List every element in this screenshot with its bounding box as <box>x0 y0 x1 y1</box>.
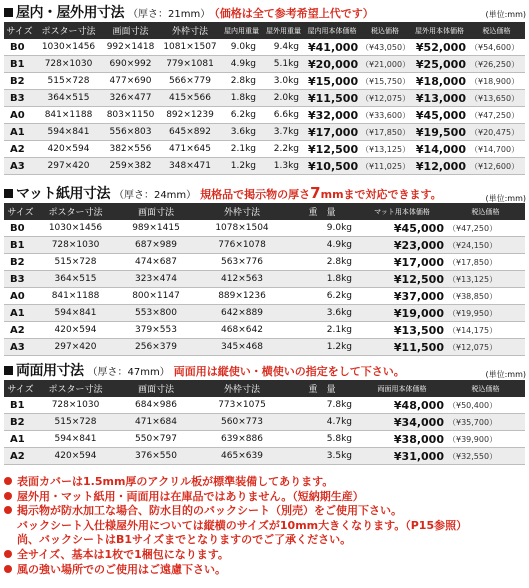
indoor-weight-cell: 1.2kg <box>221 158 262 175</box>
indoor-tax-price-cell: （¥12,075） <box>359 90 411 107</box>
indoor-tax-price-cell: （¥15,750） <box>359 73 411 90</box>
table-row <box>4 141 525 158</box>
screen-size-cell: 992×1418 <box>102 39 159 56</box>
size-cell: B2 <box>4 414 37 431</box>
screen-size-cell: 471×684 <box>114 414 198 431</box>
frame-size-cell: 566×779 <box>159 73 221 90</box>
bullet-icon <box>4 492 12 500</box>
weight-cell: 2.1kg <box>286 322 358 339</box>
note-item: 全サイズ、基本は1枚で1梱包になります。 <box>4 548 525 563</box>
table-row <box>4 322 525 339</box>
price-cell: ¥37,000 <box>358 288 446 305</box>
frame-size-cell: 776×1078 <box>198 237 286 254</box>
screen-size-cell: 376×550 <box>114 448 198 465</box>
weight-cell: 1.8kg <box>286 271 358 288</box>
outdoor-price-cell: ¥14,000 <box>411 141 468 158</box>
unit-label: (単位:mm) <box>485 370 526 379</box>
screen-size-cell: 326×477 <box>102 90 159 107</box>
size-cell: A2 <box>4 141 35 158</box>
col-header: ポスター寸法 <box>37 380 114 397</box>
poster-size-cell: 515×728 <box>35 73 102 90</box>
screen-size-cell: 803×1150 <box>102 107 159 124</box>
frame-size-cell: 348×471 <box>159 158 221 175</box>
table-row <box>4 254 525 271</box>
frame-size-cell: 773×1075 <box>198 397 286 414</box>
col-header: マット用本体価格 <box>358 203 446 220</box>
size-cell: A1 <box>4 431 37 448</box>
tax-price-cell: （¥38,850） <box>446 288 525 305</box>
outdoor-price-cell: ¥12,000 <box>411 158 468 175</box>
tax-price-cell: （¥12,075） <box>446 339 525 356</box>
outdoor-price-cell: ¥13,000 <box>411 90 468 107</box>
tax-price-cell: （¥50,400） <box>446 397 525 414</box>
col-header: 税込価格 <box>468 22 525 39</box>
indoor-price-cell: ¥20,000 <box>305 56 359 73</box>
price-cell: ¥45,000 <box>358 220 446 237</box>
outdoor-size-table <box>4 22 525 175</box>
frame-size-cell: 345×468 <box>198 339 286 356</box>
frame-size-cell: 642×889 <box>198 305 286 322</box>
frame-size-cell: 468×642 <box>198 322 286 339</box>
size-cell: B3 <box>4 271 37 288</box>
bullet-icon <box>4 550 12 558</box>
table-row <box>4 220 525 237</box>
outdoor-price-cell: ¥25,000 <box>411 56 468 73</box>
poster-size-cell: 297×420 <box>37 339 114 356</box>
size-cell: B1 <box>4 56 35 73</box>
section-thickness: （厚さ：24mm） <box>113 190 197 201</box>
size-cell: A1 <box>4 124 35 141</box>
poster-size-cell: 594×841 <box>35 124 102 141</box>
outdoor-weight-cell: 1.3kg <box>262 158 305 175</box>
size-cell: B2 <box>4 73 35 90</box>
size-cell: A1 <box>4 305 37 322</box>
indoor-weight-cell: 9.0kg <box>221 39 262 56</box>
price-cell: ¥12,500 <box>358 271 446 288</box>
poster-size-cell: 515×728 <box>37 414 114 431</box>
indoor-weight-cell: 2.1kg <box>221 141 262 158</box>
poster-size-cell: 364×515 <box>35 90 102 107</box>
section-note: 両面用は縦使い・横使いの指定をして下さい。 <box>173 365 405 378</box>
outdoor-tax-price-cell: （¥20,475） <box>468 124 525 141</box>
screen-size-cell: 256×379 <box>114 339 198 356</box>
screen-size-cell: 379×553 <box>114 322 198 339</box>
outdoor-tax-price-cell: （¥13,650） <box>468 90 525 107</box>
poster-size-cell: 364×515 <box>37 271 114 288</box>
bullet-icon <box>4 477 12 485</box>
price-cell: ¥38,000 <box>358 431 446 448</box>
price-cell: ¥17,000 <box>358 254 446 271</box>
outdoor-weight-cell: 6.6kg <box>262 107 305 124</box>
table-row <box>4 414 525 431</box>
price-cell: ¥31,000 <box>358 448 446 465</box>
col-header: 外枠寸法 <box>198 203 286 220</box>
size-cell: A2 <box>4 448 37 465</box>
outdoor-tax-price-cell: （¥47,250） <box>468 107 525 124</box>
frame-size-cell: 779×1081 <box>159 56 221 73</box>
table-row <box>4 73 525 90</box>
frame-size-cell: 465×639 <box>198 448 286 465</box>
col-header: 重 量 <box>286 380 358 397</box>
indoor-tax-price-cell: （¥33,600） <box>359 107 411 124</box>
tax-price-cell: （¥13,125） <box>446 271 525 288</box>
indoor-weight-cell: 3.6kg <box>221 124 262 141</box>
outdoor-weight-cell: 3.7kg <box>262 124 305 141</box>
weight-cell: 3.5kg <box>286 448 358 465</box>
outdoor-price-cell: ¥19,500 <box>411 124 468 141</box>
col-header: 外枠寸法 <box>159 22 221 39</box>
frame-size-cell: 415×566 <box>159 90 221 107</box>
table-row <box>4 124 525 141</box>
poster-size-cell: 1030×1456 <box>37 220 114 237</box>
outdoor-price-cell: ¥45,000 <box>411 107 468 124</box>
section-thickness: （厚さ：21mm） <box>128 9 211 20</box>
weight-cell: 9.0kg <box>286 220 358 237</box>
section-header-mat <box>4 184 442 202</box>
frame-size-cell: 892×1239 <box>159 107 221 124</box>
poster-size-cell: 728×1030 <box>37 397 114 414</box>
section-note: 規格品で掲示物の厚さ7mmまで対応できます。 <box>200 184 442 202</box>
size-cell: B2 <box>4 254 37 271</box>
tax-price-cell: （¥35,700） <box>446 414 525 431</box>
poster-size-cell: 297×420 <box>35 158 102 175</box>
size-cell: B1 <box>4 237 37 254</box>
indoor-weight-cell: 4.9kg <box>221 56 262 73</box>
col-header: 外枠寸法 <box>198 380 286 397</box>
indoor-price-cell: ¥15,000 <box>305 73 359 90</box>
indoor-price-cell: ¥11,500 <box>305 90 359 107</box>
indoor-price-cell: ¥17,000 <box>305 124 359 141</box>
bullet-icon <box>4 506 12 514</box>
screen-size-cell: 553×800 <box>114 305 198 322</box>
poster-size-cell: 420×594 <box>37 448 114 465</box>
notes-list <box>4 475 525 577</box>
section-thickness: （厚さ：47mm） <box>87 367 170 378</box>
col-header: 画面寸法 <box>114 380 198 397</box>
outdoor-weight-cell: 2.2kg <box>262 141 305 158</box>
screen-size-cell: 259×382 <box>102 158 159 175</box>
col-header: 画面寸法 <box>114 203 198 220</box>
indoor-tax-price-cell: （¥43,050） <box>359 39 411 56</box>
tax-price-cell: （¥39,900） <box>446 431 525 448</box>
frame-size-cell: 563×776 <box>198 254 286 271</box>
indoor-tax-price-cell: （¥11,025） <box>359 158 411 175</box>
size-cell: A3 <box>4 158 35 175</box>
weight-cell: 7.8kg <box>286 397 358 414</box>
col-header: ポスター寸法 <box>37 203 114 220</box>
weight-cell: 4.7kg <box>286 414 358 431</box>
indoor-price-cell: ¥32,000 <box>305 107 359 124</box>
outdoor-weight-cell: 5.1kg <box>262 56 305 73</box>
frame-size-cell: 1078×1504 <box>198 220 286 237</box>
poster-size-cell: 594×841 <box>37 305 114 322</box>
table-header-row <box>4 203 525 220</box>
col-header: サイズ <box>4 203 37 220</box>
note-item: 掲示物が防水加工な場合、防水目的のバックシート（別売）をご使用下さい。 <box>4 504 525 519</box>
table-row <box>4 158 525 175</box>
table-row <box>4 56 525 73</box>
table-row <box>4 107 525 124</box>
screen-size-cell: 477×690 <box>102 73 159 90</box>
size-cell: B1 <box>4 397 37 414</box>
col-header: 税込価格 <box>446 380 525 397</box>
size-cell: A0 <box>4 288 37 305</box>
weight-cell: 1.2kg <box>286 339 358 356</box>
poster-size-cell: 841×1188 <box>35 107 102 124</box>
note-item: 表面カバーは1.5mm厚のアクリル板が標準装備してあります。 <box>4 475 525 490</box>
tax-price-cell: （¥24,150） <box>446 237 525 254</box>
size-cell: A0 <box>4 107 35 124</box>
indoor-price-cell: ¥10,500 <box>305 158 359 175</box>
section-title: 両面用寸法 <box>16 363 84 379</box>
indoor-tax-price-cell: （¥13,125） <box>359 141 411 158</box>
outdoor-tax-price-cell: （¥26,250） <box>468 56 525 73</box>
outdoor-tax-price-cell: （¥54,600） <box>468 39 525 56</box>
section-note: （価格は全て参考希望上代です） <box>214 7 374 20</box>
indoor-tax-price-cell: （¥17,850） <box>359 124 411 141</box>
poster-size-cell: 841×1188 <box>37 288 114 305</box>
col-header: サイズ <box>4 380 37 397</box>
table-row <box>4 39 525 56</box>
table-row <box>4 431 525 448</box>
bullet-icon <box>4 565 12 573</box>
weight-cell: 3.6kg <box>286 305 358 322</box>
table-row <box>4 397 525 414</box>
table-row <box>4 288 525 305</box>
poster-size-cell: 515×728 <box>37 254 114 271</box>
frame-size-cell: 645×892 <box>159 124 221 141</box>
mat-size-table <box>4 203 525 356</box>
poster-size-cell: 594×841 <box>37 431 114 448</box>
col-header: 屋内用本体価格 <box>305 22 359 39</box>
unit-label: (単位:mm) <box>485 194 526 203</box>
col-header: 屋外用本体価格 <box>411 22 468 39</box>
note-item: バックシート入仕様屋外用については縦横のサイズが10mm大きくなります。（P15参照） <box>17 518 468 532</box>
note-item: 屋外用・マット紙用・両面用は在庫品ではありません。（短納期生産） <box>4 490 525 505</box>
weight-cell: 6.2kg <box>286 288 358 305</box>
table-row <box>4 339 525 356</box>
price-cell: ¥34,000 <box>358 414 446 431</box>
screen-size-cell: 687×989 <box>114 237 198 254</box>
table-row <box>4 305 525 322</box>
price-cell: ¥19,000 <box>358 305 446 322</box>
screen-size-cell: 556×803 <box>102 124 159 141</box>
poster-size-cell: 420×594 <box>35 141 102 158</box>
outdoor-price-cell: ¥18,000 <box>411 73 468 90</box>
tax-price-cell: （¥19,950） <box>446 305 525 322</box>
screen-size-cell: 474×687 <box>114 254 198 271</box>
weight-cell: 2.8kg <box>286 254 358 271</box>
screen-size-cell: 684×986 <box>114 397 198 414</box>
square-bullet-icon <box>4 366 13 375</box>
table-row <box>4 237 525 254</box>
col-header: サイズ <box>4 22 35 39</box>
poster-size-cell: 728×1030 <box>37 237 114 254</box>
size-cell: B3 <box>4 90 35 107</box>
double-size-table <box>4 380 525 465</box>
tax-price-cell: （¥47,250） <box>446 220 525 237</box>
frame-size-cell: 639×886 <box>198 431 286 448</box>
note-item: 風の強い場所でのご使用はご遠慮下さい。 <box>4 563 525 578</box>
weight-cell: 4.9kg <box>286 237 358 254</box>
price-cell: ¥13,500 <box>358 322 446 339</box>
outdoor-tax-price-cell: （¥18,900） <box>468 73 525 90</box>
screen-size-cell: 989×1415 <box>114 220 198 237</box>
poster-size-cell: 728×1030 <box>35 56 102 73</box>
size-cell: A2 <box>4 322 37 339</box>
section-title: マット紙用寸法 <box>16 186 110 202</box>
table-row <box>4 448 525 465</box>
col-header: 税込価格 <box>359 22 411 39</box>
outdoor-price-cell: ¥52,000 <box>411 39 468 56</box>
tax-price-cell: （¥14,175） <box>446 322 525 339</box>
frame-size-cell: 471×645 <box>159 141 221 158</box>
col-header: 画面寸法 <box>102 22 159 39</box>
frame-size-cell: 412×563 <box>198 271 286 288</box>
square-bullet-icon <box>4 8 13 17</box>
price-cell: ¥11,500 <box>358 339 446 356</box>
outdoor-weight-cell: 9.4kg <box>262 39 305 56</box>
indoor-price-cell: ¥12,500 <box>305 141 359 158</box>
indoor-price-cell: ¥41,000 <box>305 39 359 56</box>
screen-size-cell: 800×1147 <box>114 288 198 305</box>
section-header-outdoor <box>4 3 374 21</box>
size-cell: B0 <box>4 220 37 237</box>
col-header: 屋内用重量 <box>221 22 262 39</box>
poster-size-cell: 420×594 <box>37 322 114 339</box>
indoor-weight-cell: 1.8kg <box>221 90 262 107</box>
table-row <box>4 90 525 107</box>
price-cell: ¥23,000 <box>358 237 446 254</box>
col-header: ポスター寸法 <box>35 22 102 39</box>
outdoor-weight-cell: 2.0kg <box>262 90 305 107</box>
col-header: 両面用本体価格 <box>358 380 446 397</box>
table-header-row <box>4 380 525 397</box>
outdoor-tax-price-cell: （¥12,600） <box>468 158 525 175</box>
col-header: 屋外用重量 <box>262 22 305 39</box>
size-cell: A3 <box>4 339 37 356</box>
indoor-tax-price-cell: （¥21,000） <box>359 56 411 73</box>
price-cell: ¥48,000 <box>358 397 446 414</box>
section-title: 屋内・屋外用寸法 <box>16 5 124 21</box>
outdoor-tax-price-cell: （¥14,700） <box>468 141 525 158</box>
size-cell: B0 <box>4 39 35 56</box>
section-header-double <box>4 361 405 379</box>
tax-price-cell: （¥17,850） <box>446 254 525 271</box>
frame-size-cell: 560×773 <box>198 414 286 431</box>
indoor-weight-cell: 2.8kg <box>221 73 262 90</box>
screen-size-cell: 382×556 <box>102 141 159 158</box>
col-header: 重 量 <box>286 203 358 220</box>
screen-size-cell: 323×474 <box>114 271 198 288</box>
tax-price-cell: （¥32,550） <box>446 448 525 465</box>
outdoor-weight-cell: 3.0kg <box>262 73 305 90</box>
unit-label: (単位:mm) <box>485 10 526 19</box>
frame-size-cell: 1081×1507 <box>159 39 221 56</box>
col-header: 税込価格 <box>446 203 525 220</box>
screen-size-cell: 690×992 <box>102 56 159 73</box>
square-bullet-icon <box>4 189 13 198</box>
frame-size-cell: 889×1236 <box>198 288 286 305</box>
table-row <box>4 271 525 288</box>
screen-size-cell: 550×797 <box>114 431 198 448</box>
poster-size-cell: 1030×1456 <box>35 39 102 56</box>
table-header-row <box>4 22 525 39</box>
indoor-weight-cell: 6.2kg <box>221 107 262 124</box>
note-item: 尚、バックシートはB1サイズまでとなりますのでご了承ください。 <box>17 533 352 547</box>
weight-cell: 5.8kg <box>286 431 358 448</box>
